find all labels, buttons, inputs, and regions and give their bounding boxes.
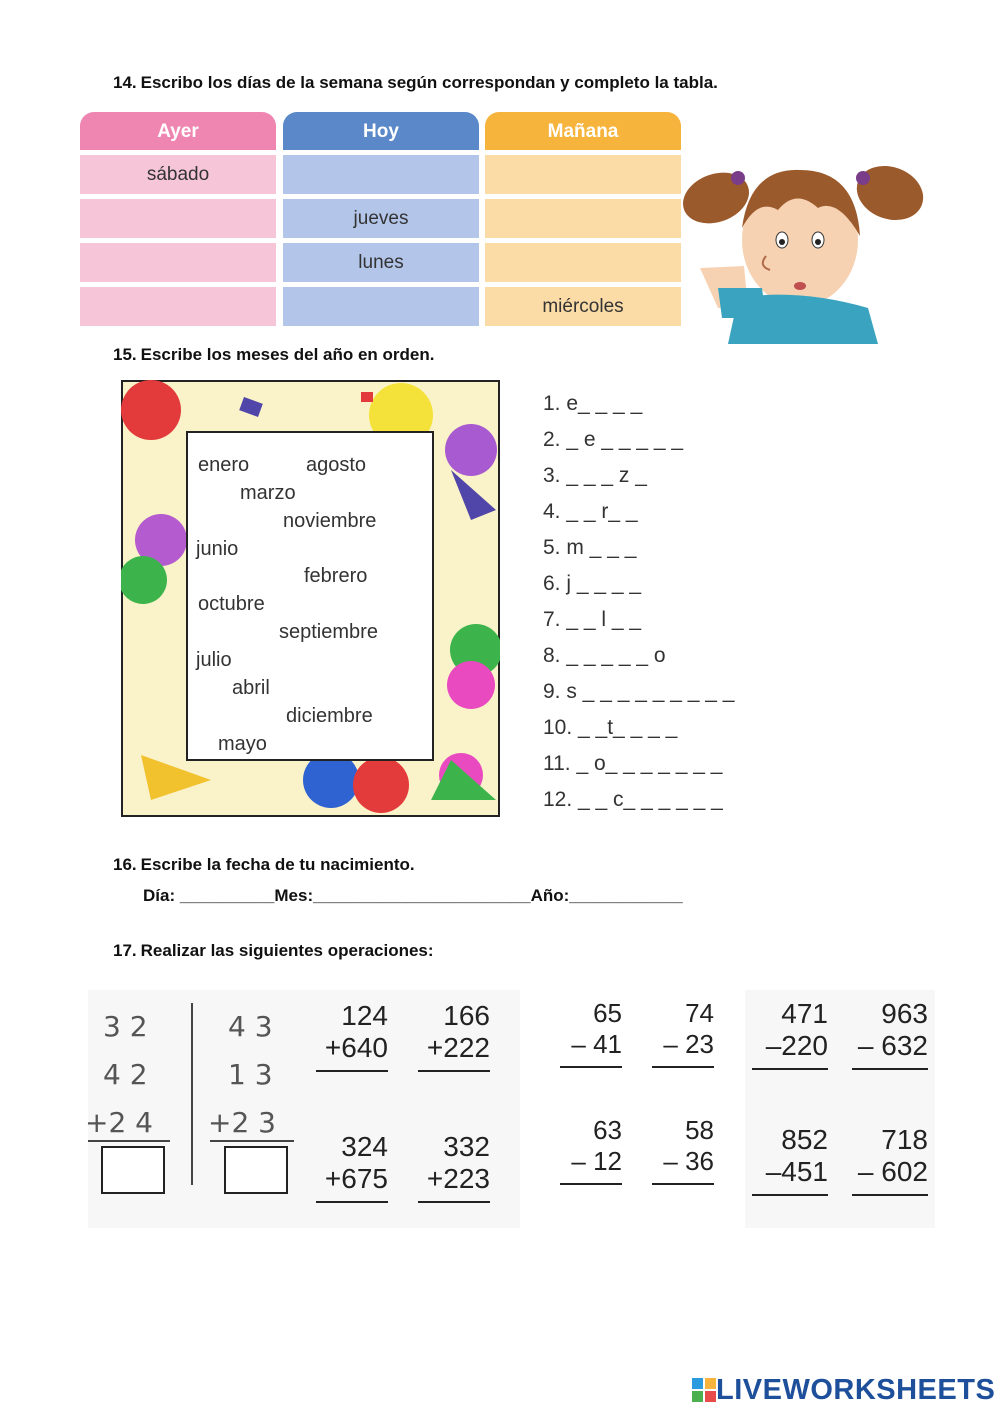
operand: – 36 (663, 1146, 714, 1176)
addend: 1 3 (228, 1058, 273, 1091)
question-number: 14. (113, 73, 137, 92)
vertical-sum-1 (85, 1003, 153, 1147)
operand: 63 (593, 1115, 622, 1145)
divider (191, 1003, 193, 1185)
result-line (418, 1201, 490, 1203)
subtraction-5[interactable] (560, 1115, 622, 1185)
result-line (418, 1070, 490, 1072)
addend: +2 4 (85, 1106, 153, 1139)
brand-name: LIVEWORKSHEETS (716, 1373, 996, 1406)
subtraction-6[interactable] (652, 1115, 714, 1185)
month-word: enero (198, 454, 250, 476)
operand: +223 (426, 1163, 490, 1194)
month-word: diciembre (286, 705, 373, 727)
question-text: Escribo los días de la semana según correspondan y completo la tabla. (140, 73, 718, 92)
result-line (752, 1194, 828, 1196)
question-number: 16. (113, 855, 137, 874)
month-blank[interactable]: 7. _ _ l _ _ (543, 608, 642, 631)
result-line (852, 1068, 928, 1070)
month-word: julio (196, 649, 232, 671)
month-word: junio (196, 538, 239, 560)
girl-pointing-illustration (678, 148, 928, 344)
question-number: 15. (113, 345, 137, 364)
answer-box[interactable] (101, 1146, 165, 1194)
birth-date-line[interactable]: Día: __________Mes:_______________________Año:____________ (143, 886, 683, 905)
addition-4[interactable] (418, 1131, 490, 1203)
cell-manana-1[interactable] (485, 155, 681, 194)
operand: 124 (341, 1000, 388, 1031)
result-line (752, 1068, 828, 1070)
sum-line (88, 1140, 170, 1142)
header-ayer: Ayer (80, 112, 276, 150)
addend: +2 3 (208, 1106, 276, 1139)
month-blank[interactable]: 4. _ _ r_ _ (543, 500, 638, 523)
question-15-title (113, 345, 434, 365)
header-hoy: Hoy (283, 112, 479, 150)
operand: 852 (781, 1124, 828, 1155)
question-number: 17. (113, 941, 137, 960)
column-manana (485, 112, 681, 326)
month-blank[interactable]: 10. _ _t_ _ _ _ (543, 716, 678, 739)
answer-box[interactable] (224, 1146, 288, 1194)
cell-hoy-4[interactable] (283, 287, 479, 326)
month-word: septiembre (279, 621, 378, 643)
cell-ayer-1: sábado (80, 155, 276, 194)
liveworksheets-logo (692, 1374, 995, 1406)
cell-hoy-3: lunes (283, 243, 479, 282)
result-line (560, 1066, 622, 1068)
addend: 4 3 (228, 1010, 273, 1043)
operand: –451 (765, 1156, 828, 1187)
operand: 166 (443, 1000, 490, 1031)
subtraction-8[interactable] (852, 1124, 928, 1196)
month-word: marzo (240, 482, 296, 504)
subtraction-3[interactable] (752, 998, 828, 1070)
column-ayer (80, 112, 276, 326)
addition-3[interactable] (316, 1131, 388, 1203)
days-table (80, 112, 685, 332)
sum-line (210, 1140, 294, 1142)
operand: 963 (881, 998, 928, 1029)
month-blank[interactable]: 8. _ _ _ _ _ o (543, 644, 666, 667)
question-text: Escribe los meses del año en orden. (140, 345, 435, 364)
cell-ayer-3[interactable] (80, 243, 276, 282)
question-text: Escribe la fecha de tu nacimiento. (140, 855, 415, 874)
cell-hoy-1[interactable] (283, 155, 479, 194)
result-line (560, 1183, 622, 1185)
result-line (316, 1070, 388, 1072)
question-14-title (113, 73, 718, 93)
cell-hoy-2: jueves (283, 199, 479, 238)
subtraction-1[interactable] (560, 998, 622, 1068)
operand: 74 (685, 998, 714, 1028)
subtraction-4[interactable] (852, 998, 928, 1070)
month-word-list (188, 434, 434, 760)
operand: 471 (781, 998, 828, 1029)
question-16-title (113, 855, 415, 875)
addition-1[interactable] (316, 1000, 388, 1072)
month-word: noviembre (283, 510, 377, 532)
operand: 58 (685, 1115, 714, 1145)
operand: –220 (765, 1030, 828, 1061)
operand: 65 (593, 998, 622, 1028)
operand: – 632 (857, 1030, 928, 1061)
question-17-title (113, 941, 434, 961)
operand: – 602 (857, 1156, 928, 1187)
month-blank[interactable]: 9. s _ _ _ _ _ _ _ _ _ (543, 680, 735, 703)
subtraction-2[interactable] (652, 998, 714, 1068)
cell-manana-4: miércoles (485, 287, 681, 326)
month-word: febrero (304, 565, 368, 587)
month-word: agosto (306, 454, 367, 476)
month-blank[interactable]: 12. _ _ c_ _ _ _ _ _ (543, 788, 723, 811)
operand: +640 (324, 1032, 388, 1063)
result-line (652, 1183, 714, 1185)
month-blank[interactable]: 6. j _ _ _ _ (543, 572, 642, 595)
result-line (852, 1194, 928, 1196)
month-blank[interactable]: 1. e_ _ _ _ (543, 392, 643, 415)
cell-manana-3[interactable] (485, 243, 681, 282)
month-blank[interactable]: 2. _ e _ _ _ _ _ (543, 428, 684, 451)
operand: 332 (443, 1131, 490, 1162)
addition-2[interactable] (418, 1000, 490, 1072)
month-blank[interactable]: 5. m _ _ _ (543, 536, 637, 559)
question-text: Realizar las siguientes operaciones: (140, 941, 434, 960)
result-line (652, 1066, 714, 1068)
operand: – 41 (571, 1029, 622, 1059)
operand: – 23 (663, 1029, 714, 1059)
column-hoy (283, 112, 479, 326)
subtraction-7[interactable] (752, 1124, 828, 1196)
operand: +675 (324, 1163, 388, 1194)
header-manana: Mañana (485, 112, 681, 150)
month-blank[interactable]: 3. _ _ _ z _ (543, 464, 647, 487)
vertical-sum-2 (208, 1003, 276, 1147)
operand: – 12 (571, 1146, 622, 1176)
month-word: mayo (218, 733, 267, 755)
operand: 324 (341, 1131, 388, 1162)
cell-ayer-4[interactable] (80, 287, 276, 326)
month-word: abril (232, 677, 270, 699)
operand: 718 (881, 1124, 928, 1155)
cell-ayer-2[interactable] (80, 199, 276, 238)
month-word: octubre (198, 593, 265, 615)
liveworksheets-icon (692, 1378, 716, 1402)
operand: +222 (426, 1032, 490, 1063)
addend: 4 2 (103, 1058, 148, 1091)
month-blank[interactable]: 11. _ o_ _ _ _ _ _ _ (543, 752, 723, 775)
result-line (316, 1201, 388, 1203)
addend: 3 2 (103, 1010, 148, 1043)
cell-manana-2[interactable] (485, 199, 681, 238)
